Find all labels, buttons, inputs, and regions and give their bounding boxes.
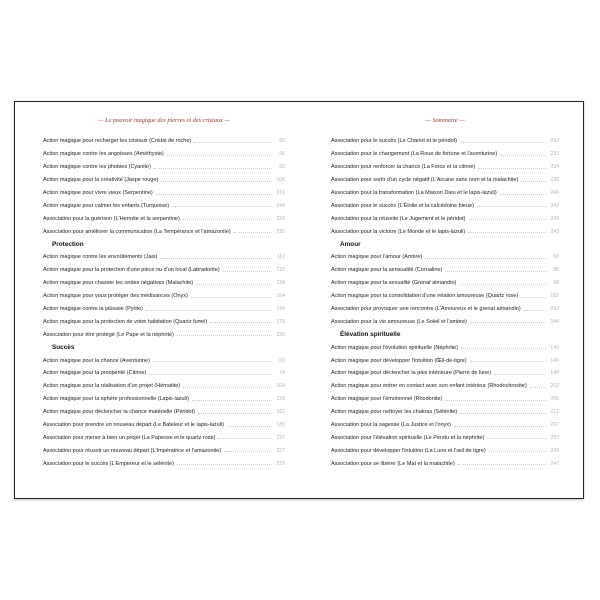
- entry-title: Action magique pour l'évolution spirituelle (Néphrite): [331, 344, 459, 351]
- page-number: 227: [276, 447, 285, 454]
- dot-leader: [477, 206, 546, 207]
- dot-leader: [445, 271, 546, 272]
- dot-leader: [234, 232, 272, 233]
- toc-entry: [43, 393, 285, 406]
- dot-leader: [194, 142, 272, 143]
- entry-title: Association pour la vie amoureuse (Le Soleil et l'ambre): [331, 318, 467, 325]
- dot-leader: [487, 438, 546, 439]
- page-number: 148: [550, 370, 559, 377]
- dot-leader: [460, 142, 546, 143]
- entry-title: Action magique pour l'émotionnel (Rhodonite): [331, 396, 443, 403]
- dot-leader: [154, 168, 272, 169]
- page-number: 50: [553, 254, 559, 261]
- entry-title: Action magique contre la jalousie (Pyrite): [43, 306, 143, 313]
- dot-leader: [177, 335, 272, 336]
- toc-entry: [43, 187, 285, 200]
- dot-leader: [156, 194, 272, 195]
- toc-entry: [43, 354, 285, 367]
- entry-title: Action magique pour la protection de votre habitation (Quartz fumé): [43, 318, 208, 325]
- toc-entry: [43, 225, 285, 238]
- page-number: 162: [276, 409, 285, 416]
- page-number: 237: [550, 434, 559, 441]
- toc-entry: [43, 277, 285, 290]
- entry-title: Action magique pour nettoyer les chakras (Sélénite): [331, 409, 458, 416]
- left-page: [43, 102, 285, 498]
- dot-leader: [524, 310, 546, 311]
- dot-leader: [458, 464, 546, 465]
- dot-leader: [468, 232, 546, 233]
- page-number: 247: [550, 460, 559, 467]
- page-number: 80: [553, 267, 559, 274]
- page-number: 212: [550, 409, 559, 416]
- dot-leader: [183, 219, 272, 220]
- toc-entry: [331, 135, 559, 148]
- entry-title: Association pour renforcer la chance (La Force et la citrine): [331, 164, 476, 171]
- entry-title: Action magique contre les envoûtements (Jais): [43, 254, 158, 261]
- entry-title: Action magique pour la sphère professionnelle (Lapis-lazuli): [43, 396, 189, 403]
- entry-title: Association pour développer l'intuition (La Lune et l'œil de tigre): [331, 447, 486, 454]
- toc-entry: [331, 148, 559, 161]
- toc-entry: [331, 225, 559, 238]
- dot-leader: [177, 464, 272, 465]
- entry-title: Action magique pour la créativité (Jaspe rouge): [43, 177, 159, 184]
- dot-leader: [454, 426, 546, 427]
- dot-leader: [445, 400, 546, 401]
- entry-title: Association pour réussir un nouveau départ (L'Impératrice et l'amazonite): [43, 447, 222, 454]
- dot-leader: [153, 361, 272, 362]
- dot-leader: [149, 374, 272, 375]
- dot-leader: [494, 374, 546, 375]
- entry-title: Action magique pour la sensualité (Cornaline): [331, 267, 443, 274]
- entry-title: Action magique pour la sexualité (Grenat almandin): [331, 280, 457, 287]
- toc-entry: [331, 212, 559, 225]
- page-number: 243: [550, 228, 559, 235]
- page-number: 140: [550, 344, 559, 351]
- toc-entry: [331, 199, 559, 212]
- page-number: 243: [550, 215, 559, 222]
- page-number: 182: [550, 293, 559, 300]
- entry-title: Association pour se libérer (Le Mat et la malachite): [331, 460, 455, 467]
- toc-entry: [43, 148, 285, 161]
- entry-title: Association pour la transformation (La Maison Dieu et le lapis-lazuli): [331, 190, 497, 196]
- entry-title: Action magique pour la consolidation d'une relation amoureuse (Quartz rose): [331, 293, 519, 300]
- page-number: 202: [550, 383, 559, 390]
- page-number: 164: [276, 293, 285, 300]
- dot-leader: [521, 181, 546, 182]
- page-number: 237: [550, 422, 559, 429]
- toc-entry: [331, 406, 559, 419]
- entry-title: Association pour être protégé (Le Pape et la néphrite): [43, 331, 174, 338]
- toc-entry: [43, 135, 285, 148]
- entry-title: Association pour la sagesse (La Justice et l'onyx): [331, 422, 451, 429]
- toc-entry: [43, 212, 285, 225]
- book-spread: [14, 101, 584, 499]
- page-number: 194: [276, 306, 285, 313]
- toc-entry: [43, 406, 285, 419]
- toc-entry: [331, 264, 559, 277]
- entry-title: Association pour le succès (L'Étoile et la calcédoine bleue): [331, 202, 474, 209]
- entry-title: Association pour le changement (La Roue de fortune et l'aventurine): [331, 151, 498, 158]
- toc-entry: [43, 457, 285, 470]
- page-number: 216: [276, 190, 285, 196]
- entry-title: Association pour le succès (L'Empereur et le sélénite): [43, 460, 174, 467]
- entry-title: Action magique pour l'amour (Ambre): [331, 254, 423, 261]
- page-number: 183: [276, 422, 285, 429]
- dot-leader: [196, 284, 272, 285]
- entry-title: Association pour la victoire (Le Monde et le lapis-lazuli): [331, 228, 466, 235]
- page-number: 90: [279, 138, 285, 145]
- page-number: 240: [550, 190, 559, 196]
- dot-leader: [167, 155, 272, 156]
- toc-entry: [331, 251, 559, 264]
- dot-leader: [183, 387, 272, 388]
- dot-leader: [191, 297, 272, 298]
- dot-leader: [470, 361, 546, 362]
- entry-title: Action magique pour la réalisation d'un projet (Hématite): [43, 383, 181, 390]
- entry-title: Action magique pour déclencher la chance matérielle (Péridot): [43, 409, 195, 416]
- entry-title: Action magique pour la chance (Aventurine): [43, 357, 150, 364]
- entry-title: Action magique pour développer l'intuition (Œil-de-tigre): [331, 357, 467, 364]
- toc-entry: [43, 444, 285, 457]
- dot-leader: [460, 413, 546, 414]
- entry-title: Action magique pour chasser les ondes négatives (Malachite): [43, 280, 194, 287]
- toc-entry: [331, 419, 559, 432]
- dot-leader: [521, 297, 546, 298]
- toc-entry: [43, 380, 285, 393]
- toc-entry: [331, 277, 559, 290]
- right-page: [331, 102, 559, 498]
- section-heading: Protection: [52, 241, 84, 249]
- entry-title: Association pour provoquer une rencontre (L'Amoureux et le grenat almandin): [331, 306, 521, 313]
- section-heading: Succès: [52, 344, 75, 352]
- toc-entry: [43, 419, 285, 432]
- entry-title: Association pour la guérison (L'Hermite et la serpentine): [43, 215, 180, 222]
- toc-entry: [43, 431, 285, 444]
- entry-title: Action magique pour entrer en contact avec son enfant intérieur (Rhodochrosite): [331, 383, 527, 390]
- page-number: 243: [550, 447, 559, 454]
- toc-entry: [43, 251, 285, 264]
- toc-entry: [43, 315, 285, 328]
- dot-leader: [425, 258, 546, 259]
- page-number: 230: [276, 228, 285, 235]
- dot-leader: [198, 413, 272, 414]
- page-number: 178: [276, 318, 285, 325]
- page-header: — Sommaire —: [425, 117, 465, 124]
- page-number: 230: [276, 331, 285, 338]
- dot-leader: [172, 206, 272, 207]
- dot-leader: [469, 219, 546, 220]
- page-number: 232: [550, 306, 559, 313]
- toc-entry: [331, 393, 559, 406]
- toc-entry: [43, 199, 285, 212]
- page-number: 128: [276, 396, 285, 403]
- toc-list: [43, 135, 285, 470]
- page-number: 112: [276, 254, 285, 261]
- toc-entry: [331, 367, 559, 380]
- toc-entry: [331, 354, 559, 367]
- section-heading: Amour: [340, 241, 361, 249]
- toc-entry: [331, 431, 559, 444]
- entry-title: Association pour sortir d'un cycle négatif (L'Arcane sans nom et la malachite): [331, 177, 519, 184]
- page-number: 234: [550, 164, 559, 171]
- page-number: 242: [550, 202, 559, 209]
- entry-title: Action magique pour recharger les cristaux (Cristal de roche): [43, 138, 192, 145]
- dot-leader: [223, 271, 272, 272]
- page-number: 96: [279, 151, 285, 158]
- dot-leader: [224, 451, 272, 452]
- toc-entry: [331, 290, 559, 303]
- page-number: 134: [276, 280, 285, 287]
- toc-entry: [43, 161, 285, 174]
- toc-entry: [43, 174, 285, 187]
- entry-title: Association pour l'élévation spirituelle (Le Pendu et la néphrite): [331, 434, 485, 441]
- page-number: 145: [550, 357, 559, 364]
- entry-title: Association pour prendre un nouveau départ (Le Bateleur et le lapis-lazuli): [43, 422, 224, 429]
- toc-entry: [331, 161, 559, 174]
- page-number: 232: [550, 138, 559, 145]
- toc-entry: [43, 367, 285, 380]
- page-number: 92: [279, 164, 285, 171]
- toc-entry: [43, 264, 285, 277]
- page-number: 74: [279, 370, 285, 377]
- toc-entry: [331, 457, 559, 470]
- dot-leader: [218, 438, 272, 439]
- page-number: 206: [550, 396, 559, 403]
- section-heading: Élévation spirituelle: [340, 331, 401, 339]
- toc-entry: [331, 341, 559, 354]
- entry-title: Action magique pour la prospérité (Citrine): [43, 370, 147, 377]
- dot-leader: [210, 322, 272, 323]
- dot-leader: [489, 451, 546, 452]
- page-number: 236: [550, 177, 559, 184]
- toc-entry: [331, 380, 559, 393]
- page-number: 98: [553, 280, 559, 287]
- dot-leader: [146, 310, 272, 311]
- page-number: 106: [276, 177, 285, 184]
- dot-leader: [530, 387, 546, 388]
- dot-leader: [161, 181, 272, 182]
- toc-list: [331, 135, 559, 470]
- dot-leader: [227, 426, 272, 427]
- toc-entry: [331, 315, 559, 328]
- entry-title: Association pour la réussite (Le Jugement et le péridot): [331, 215, 466, 222]
- dot-leader: [160, 258, 272, 259]
- page-number: 104: [276, 383, 285, 390]
- toc-entry: [43, 328, 285, 341]
- entry-title: Action magique pour vous protéger des médisances (Onyx): [43, 293, 188, 300]
- toc-entry: [331, 444, 559, 457]
- dot-leader: [459, 284, 546, 285]
- page-number: 227: [276, 434, 285, 441]
- page-number: 224: [276, 215, 285, 222]
- page-number: 122: [276, 267, 285, 274]
- entry-title: Action magique contre les angoisses (Améthyste): [43, 151, 164, 158]
- dot-leader: [192, 400, 272, 401]
- dot-leader: [478, 168, 546, 169]
- toc-entry: [43, 290, 285, 303]
- page-number: 244: [276, 202, 285, 209]
- entry-title: Association pour améliorer la communication (La Tempérance et l'amazonite): [43, 228, 231, 235]
- entry-title: Action magique contre les phobies (Cyanite): [43, 164, 151, 171]
- page-number: 60: [279, 357, 285, 364]
- dot-leader: [461, 348, 546, 349]
- dot-leader: [470, 322, 546, 323]
- page-number: 229: [276, 460, 285, 467]
- dot-leader: [500, 194, 546, 195]
- entry-title: Association pour le succès (Le Chariot et le péridot): [331, 138, 457, 145]
- page-number: 244: [550, 318, 559, 325]
- entry-title: Action magique pour la protection d'une pièce ou d'un local (Labradorite): [43, 267, 220, 274]
- entry-title: Association pour mener à bien un projet (La Papesse et le quartz rose): [43, 434, 216, 441]
- entry-title: Action magique pour calmer les enfants (Turquoise): [43, 202, 170, 209]
- toc-entry: [331, 303, 559, 316]
- page-header: — Le pouvoir magique des pierres et des cristaux —: [97, 117, 231, 124]
- toc-entry: [43, 303, 285, 316]
- entry-title: Action magique pour déclencher la paix intérieure (Pierre de lune): [331, 370, 492, 377]
- dot-leader: [500, 155, 546, 156]
- toc-entry: [331, 174, 559, 187]
- entry-title: Action magique pour vivre vieux (Serpentine): [43, 190, 153, 196]
- toc-entry: [331, 187, 559, 200]
- page-number: 233: [550, 151, 559, 158]
